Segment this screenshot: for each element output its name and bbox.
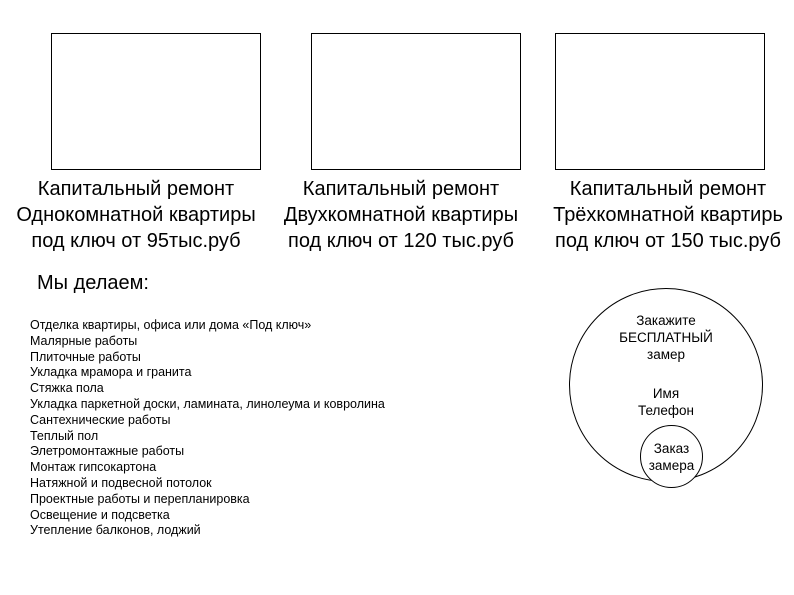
services-list-item: Проектные работы и перепланировка — [30, 491, 250, 506]
offer-1-image-placeholder — [51, 33, 261, 170]
offer-2-title: Капитальный ремонт — [302, 178, 500, 200]
services-list-item: Теплый пол — [30, 428, 99, 443]
order-form-heading-line-3: замер — [647, 347, 685, 362]
order-measurement-button[interactable] — [640, 425, 703, 488]
offer-1-caption — [0, 176, 272, 254]
services-list-item: Укладка паркетной доски, ламината, линолеума и ковролина — [30, 396, 385, 411]
offer-1-apartment-type: Однокомнатной квартиры — [16, 204, 256, 226]
services-list-item: Освещение и подсветка — [30, 507, 170, 522]
offer-1-title: Капитальный ремонт — [37, 178, 235, 200]
order-form-heading-line-2: БЕСПЛАТНЫЙ — [619, 330, 713, 345]
offer-2-apartment-type: Двухкомнатной квартиры — [283, 204, 519, 226]
offer-2-image-placeholder — [311, 33, 521, 170]
services-list-item: Утепление балконов, лоджий — [30, 523, 201, 538]
order-form-heading-line-1: Закажите — [636, 313, 696, 328]
offer-3-title: Капитальный ремонт — [569, 178, 767, 200]
offer-2-caption — [268, 176, 534, 254]
services-list-item: Элетромонтажные работы — [30, 444, 185, 459]
services-list-item: Натяжной и подвесной потолок — [30, 475, 212, 490]
name-field[interactable]: Имя — [652, 386, 680, 401]
services-list-item: Плиточные работы — [30, 349, 141, 364]
offer-3-image-placeholder — [555, 33, 765, 170]
order-button-label-line-1: Заказ — [653, 440, 690, 456]
offer-3-apartment-type: Трёхкомнатной квартирь — [553, 204, 783, 226]
offer-1-price: под ключ от 95тыс.руб — [31, 230, 241, 252]
services-list-item: Стяжка пола — [30, 381, 104, 396]
order-button-label-line-2: замера — [648, 457, 695, 473]
order-form-heading — [569, 312, 763, 363]
offer-3-caption — [534, 176, 794, 254]
services-list-item: Укладка мрамора и гранита — [30, 365, 192, 380]
order-form-fields — [569, 385, 763, 419]
services-list-item: Малярные работы — [30, 333, 138, 348]
offer-2-price: под ключ от 120 тыс.руб — [288, 230, 514, 252]
services-list-item: Отделка квартиры, офиса или дома «Под ключ» — [30, 318, 312, 332]
phone-field[interactable]: Телефон — [637, 403, 694, 418]
offer-3-price: под ключ от 150 тыс.руб — [555, 230, 781, 252]
services-list-item: Монтаж гипсокартона — [30, 460, 157, 475]
services-heading: Мы делаем: — [37, 272, 149, 294]
services-list — [30, 318, 385, 539]
services-list-item: Сантехнические работы — [30, 412, 171, 427]
